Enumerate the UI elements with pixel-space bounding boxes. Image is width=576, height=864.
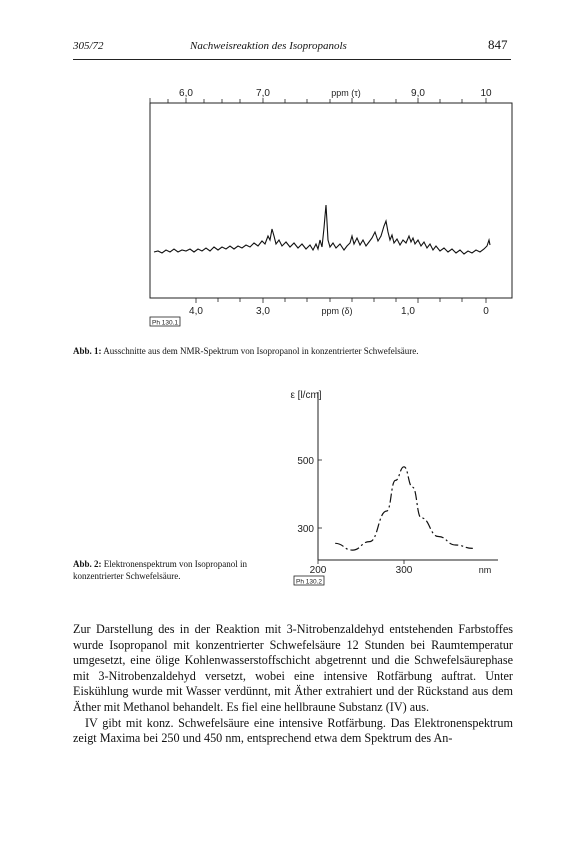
nmr-bottom-tick-label: 4,0	[189, 306, 203, 317]
body-paragraph: IV gibt mit konz. Schwefelsäure eine intensive Rotfärbung. Das Elektronenspektrum zeigt Maxima bei 250 und 450 nm, entsprechend etwa dem Spektrum des An-	[73, 715, 513, 746]
uv-spectrum-curve	[335, 467, 473, 550]
nmr-bottom-tick-label: 1,0	[401, 306, 415, 317]
figure1-caption-label: Abb. 1:	[73, 346, 102, 356]
nmr-plate-tag: Ph 130.1	[151, 319, 179, 327]
nmr-top-tick-label: 10	[480, 88, 492, 99]
nmr-top-tick-label: 6,0	[179, 88, 193, 99]
nmr-bottom-tick-label: 0	[483, 306, 489, 317]
page-number: 847	[488, 37, 508, 52]
uv-y-tick-label: 500	[297, 456, 314, 467]
uv-x-unit-label: nm	[478, 565, 492, 575]
nmr-bottom-axis-label: ppm (δ)	[321, 306, 353, 316]
uv-y-axis-label: ε [l/cm]	[290, 390, 322, 401]
figure1-caption-text: Ausschnitte aus dem NMR-Spektrum von Isopropanol in konzentrierter Schwefelsäure.	[103, 346, 419, 356]
nmr-top-axis-label: ppm (τ)	[331, 88, 361, 98]
figure2-caption-text: Elektronenspektrum von Isopropanol in konzentrierter Schwefelsäure.	[73, 559, 247, 581]
figure2-caption-label: Abb. 2:	[73, 559, 102, 569]
figure2-caption	[73, 558, 273, 582]
uv-plate-tag: Ph 130.2	[295, 578, 323, 586]
uv-y-ticks	[318, 460, 322, 528]
nmr-bottom-tick-label: 3,0	[256, 306, 270, 317]
uv-x-tick-label: 300	[395, 565, 413, 576]
running-head-issue: 305/72	[73, 40, 104, 52]
nmr-top-tick-label: 7,0	[256, 88, 270, 99]
body-text	[73, 622, 513, 747]
body-paragraph: Zur Darstellung des in der Reaktion mit 3-Nitrobenzaldehyd entstehenden Farbstoffes wurde Isopropanol mit konzentrierter Schwefelsäure 12 Stunden bei Raumtemperatur umgesetzt, eine ölige Kohlenwasserstoffschicht abgetrennt und die Schwefelsäurephase mit 3-Nitrobenzaldehyd versetzt, wobei eine intensive Rotfärbung auftrat. Unter Eiskühlung wurde mit Wasser verdünnt, mit Äther extrahiert und der Rückstand aus dem Äther mit Methanol behandelt. Es fiel eine hellbraune Substanz (IV) aus.	[73, 622, 513, 714]
uv-x-ticks	[318, 560, 404, 564]
uv-x-tick-label: 200	[309, 565, 327, 576]
running-head-title: Nachweisreaktion des Isopropanols	[190, 40, 347, 52]
nmr-top-tick-label: 9,0	[411, 88, 425, 99]
uv-y-tick-label: 300	[297, 524, 314, 535]
